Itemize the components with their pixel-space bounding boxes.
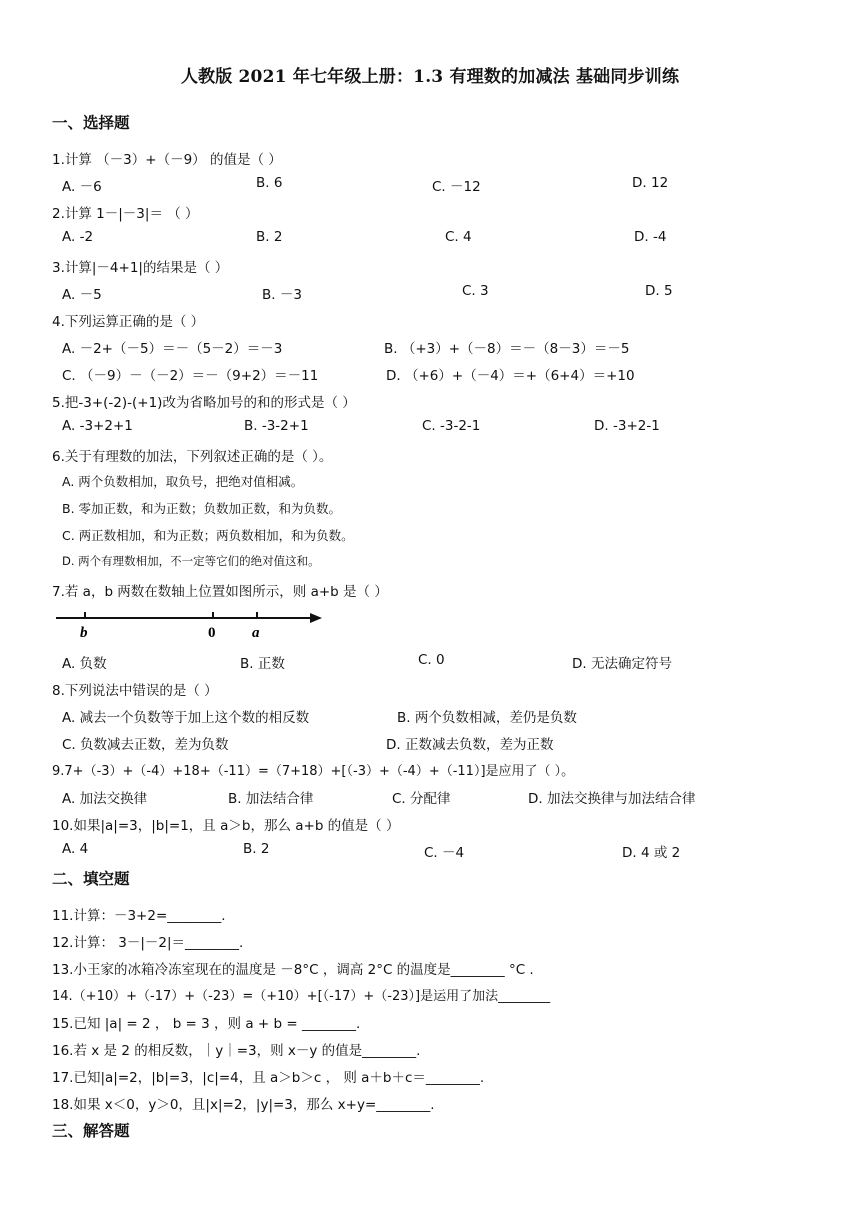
q4-option-b: B. （+3）+（－8）＝－（8－3）＝－5: [384, 341, 630, 357]
q1-option-a: A. －6: [62, 179, 102, 195]
question-4: 4.下列运算正确的是（ ）: [52, 314, 205, 330]
q9-option-c: C. 分配律: [392, 791, 451, 807]
q6-option-c: C. 两正数相加，和为正数；两负数相加，和为负数。: [62, 528, 354, 543]
q10-option-b: B. 2: [243, 841, 270, 857]
q6-option-b: B. 零加正数，和为正数；负数加正数，和为负数。: [62, 501, 342, 516]
q7-option-c: C. 0: [418, 652, 445, 668]
q3-option-d: D. 5: [645, 283, 673, 299]
question-13: 13.小王家的冰箱冷冻室现在的温度是 －8°C ，调高 2°C 的温度是________ °C .: [52, 962, 534, 978]
q9-option-b: B. 加法结合律: [228, 791, 314, 807]
question-3: 3.计算|－4+1|的结果是（ ）: [52, 260, 229, 276]
question-16: 16.若 x 是 2 的相反数，｜y｜=3，则 x－y 的值是________.: [52, 1043, 421, 1059]
q3-option-c: C. 3: [462, 283, 489, 299]
question-6: 6.关于有理数的加法，下列叙述正确的是（ ）。: [52, 449, 333, 465]
q8-option-d: D. 正数减去负数，差为正数: [386, 737, 554, 753]
q1-option-c: C. －12: [432, 179, 481, 195]
question-1: 1.计算 （－3）+（－9） 的值是（ ）: [52, 152, 282, 168]
question-17: 17.已知|a|=2，|b|=3，|c|=4，且 a＞b＞c ， 则 a＋b＋c＝________.: [52, 1070, 485, 1086]
q10-option-a: A. 4: [62, 841, 89, 857]
q2-option-d: D. -4: [634, 229, 667, 245]
question-18: 18.如果 x＜0，y＞0，且|x|=2，|y|=3，那么 x+y=________.: [52, 1097, 435, 1113]
section-choice: 一、选择题: [52, 114, 130, 132]
q8-option-a: A. 减去一个负数等于加上这个数的相反数: [62, 710, 310, 726]
q2-option-c: C. 4: [445, 229, 472, 245]
q1-option-b: B. 6: [256, 175, 283, 191]
q2-option-b: B. 2: [256, 229, 283, 245]
question-9: 9.7+（-3）+（-4）+18+（-11）=（7+18）+[（-3）+（-4）+（-11）]是应用了（ ）。: [52, 764, 575, 779]
label-b: b: [80, 625, 88, 640]
number-line-figure: [52, 604, 332, 640]
q6-option-d: D. 两个有理数相加，不一定等它们的绝对值这和。: [62, 554, 320, 568]
question-11: 11.计算：－3+2=________.: [52, 908, 226, 924]
q8-option-b: B. 两个负数相减，差仍是负数: [397, 710, 577, 726]
question-2: 2.计算 1－|－3|＝ （ ）: [52, 206, 199, 222]
section-solve: 三、解答题: [52, 1122, 130, 1140]
q5-option-c: C. -3-2-1: [422, 418, 481, 434]
q10-option-c: C. －4: [424, 845, 465, 861]
q5-option-d: D. -3+2-1: [594, 418, 660, 434]
q1-option-d: D. 12: [632, 175, 669, 191]
question-15: 15.已知 |a| = 2 ， b = 3 ，则 a + b = ________.: [52, 1016, 361, 1032]
question-10: 10.如果|a|=3，|b|=1，且 a＞b，那么 a+b 的值是（ ）: [52, 818, 400, 834]
q7-option-a: A. 负数: [62, 656, 107, 672]
q9-option-a: A. 加法交换律: [62, 791, 148, 807]
q5-option-a: A. -3+2+1: [62, 418, 133, 434]
q3-option-a: A. －5: [62, 287, 102, 303]
q7-option-d: D. 无法确定符号: [572, 656, 672, 672]
section-fill: 二、填空题: [52, 870, 130, 888]
q10-option-d: D. 4 或 2: [622, 845, 681, 861]
q3-option-b: B. －3: [262, 287, 302, 303]
question-5: 5.把-3+(-2)-(+1)改为省略加号的和的形式是（ ）: [52, 395, 356, 411]
question-8: 8.下列说法中错误的是（ ）: [52, 683, 218, 699]
question-7: 7.若 a，b 两数在数轴上位置如图所示，则 a+b 是（ ）: [52, 584, 388, 600]
q5-option-b: B. -3-2+1: [244, 418, 309, 434]
q7-option-b: B. 正数: [240, 656, 285, 672]
arrow-right-icon: [310, 613, 322, 623]
q2-option-a: A. -2: [62, 229, 94, 245]
q4-option-a: A. －2+（－5）＝－（5－2）＝－3: [62, 341, 283, 357]
q4-option-c: C. （－9）－（－2）＝－（9+2）＝－11: [62, 368, 319, 384]
q9-option-d: D. 加法交换律与加法结合律: [528, 791, 696, 807]
label-zero: 0: [208, 625, 216, 640]
question-14: 14.（+10）+（-17）+（-23）=（+10）+[（-17）+（-23）]是运用了加法________: [52, 989, 551, 1004]
q8-option-c: C. 负数减去正数，差为负数: [62, 737, 229, 753]
label-a: a: [252, 625, 260, 640]
q4-option-d: D. （+6）+（－4）＝+（6+4）＝+10: [386, 368, 635, 384]
page-title: 人教版 2021 年七年级上册：1.3 有理数的加减法 基础同步训练: [180, 67, 680, 87]
question-12: 12.计算： 3－|－2|＝________.: [52, 935, 244, 951]
q6-option-a: A. 两个负数相加，取负号，把绝对值相减。: [62, 474, 304, 489]
